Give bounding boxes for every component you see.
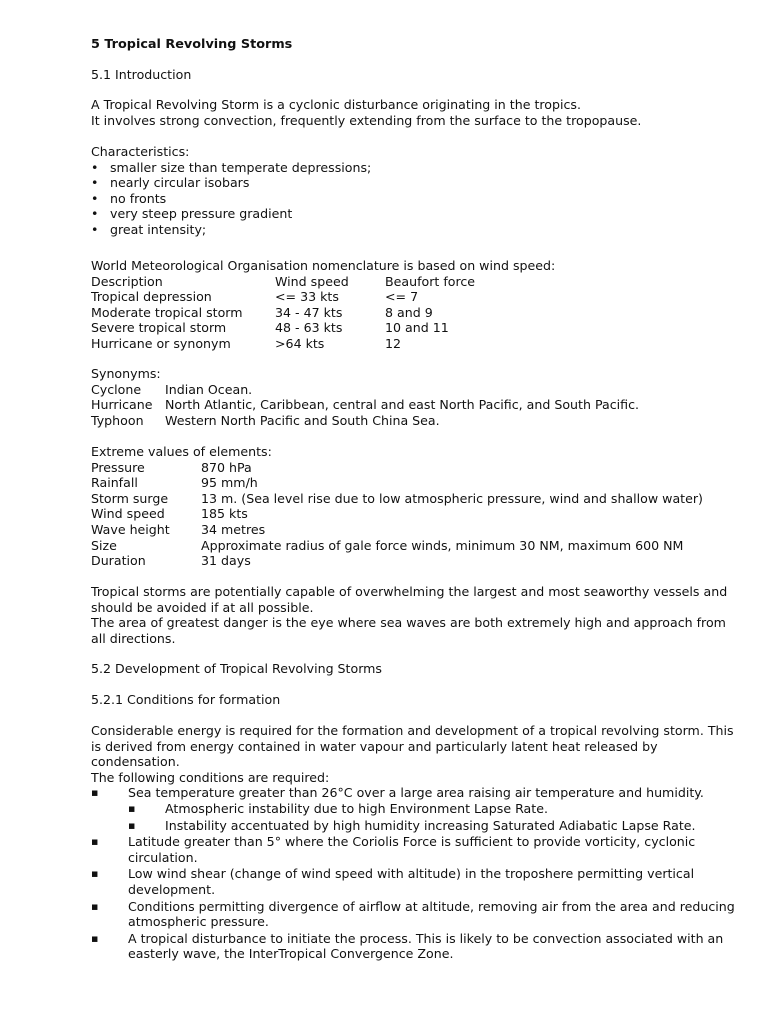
synonym-row [91, 413, 738, 429]
list-item: • nearly circular isobars [91, 175, 738, 191]
danger-paragraph [91, 584, 738, 646]
extreme-value: 95 mm/h [201, 475, 258, 491]
synonym-region: North Atlantic, Caribbean, central and east North Pacific, and South Pacific. [165, 397, 639, 413]
extreme-row [91, 460, 738, 476]
list-item: • great intensity; [91, 222, 738, 238]
extreme-row [91, 522, 738, 538]
synonym-term: Typhoon [91, 412, 144, 428]
conditions-list [91, 785, 738, 962]
extreme-label: Rainfall [91, 475, 138, 491]
extreme-values-block [91, 444, 738, 569]
list-item: • very steep pressure gradient [91, 206, 738, 222]
section-heading-development: 5.2 Development of Tropical Revolving Storms [91, 661, 382, 676]
extreme-value: 870 hPa [201, 459, 252, 475]
table-row [91, 305, 738, 321]
wmo-nomenclature-block [91, 258, 738, 352]
table-row [91, 336, 738, 352]
table-cell: >64 kts [275, 335, 325, 351]
extreme-label: Size [91, 537, 117, 553]
energy-paragraph: Considerable energy is required for the formation and development of a tropical revolving storm. This is derived from energy contained in water vapour and particularly latent heat released by condensation. [91, 723, 734, 770]
characteristics-heading: Characteristics: [91, 144, 190, 159]
synonyms-heading: Synonyms: [91, 366, 161, 381]
list-item: ▪ Atmospheric instability due to high Environment Lapse Rate. [128, 801, 738, 817]
extreme-row [91, 506, 738, 522]
table-cell: 8 and 9 [385, 304, 433, 320]
table-cell: 34 - 47 kts [275, 304, 343, 320]
list-item: ▪ Conditions permitting divergence of airflow at altitude, removing air from the area and reducing atmospheric pressure. [91, 899, 738, 930]
extreme-value: 34 metres [201, 521, 266, 537]
table-row [91, 289, 738, 305]
extreme-value: 13 m. (Sea level rise due to low atmospheric pressure, wind and shallow water) [201, 490, 703, 506]
condition-text: Sea temperature greater than 26°C over a large area raising air temperature and humidity. [128, 785, 704, 801]
extreme-value: Approximate radius of gale force winds, minimum 30 NM, maximum 600 NM [201, 537, 684, 553]
table-header-cell: Beaufort force [385, 273, 476, 289]
extreme-label: Duration [91, 553, 146, 569]
table-cell: <= 33 kts [275, 289, 339, 305]
extreme-row [91, 491, 738, 507]
synonym-region: Western North Pacific and South China Sea. [165, 412, 440, 428]
table-cell: 10 and 11 [385, 320, 449, 336]
table-cell: Hurricane or synonym [91, 335, 231, 351]
characteristics-list [91, 160, 738, 238]
extreme-row [91, 475, 738, 491]
extreme-label: Pressure [91, 459, 145, 475]
list-item: • smaller size than temperate depressions; [91, 160, 738, 176]
document-title: 5 Tropical Revolving Storms [91, 37, 293, 52]
intro-paragraph [91, 97, 738, 128]
extreme-value: 185 kts [201, 506, 248, 522]
table-cell: 48 - 63 kts [275, 320, 343, 336]
subsection-heading-conditions: 5.2.1 Conditions for formation [91, 692, 281, 707]
synonyms-block [91, 366, 738, 428]
table-cell: Severe tropical storm [91, 320, 227, 336]
paragraph-text: Tropical storms are potentially capable of overwhelming the largest and most seaworthy vessels and should be avoided if at all possible. [91, 584, 728, 615]
table-header-cell: Wind speed [275, 273, 349, 289]
extreme-row [91, 553, 738, 569]
extreme-label: Storm surge [91, 490, 169, 506]
table-cell: Tropical depression [91, 289, 212, 305]
synonym-term: Hurricane [91, 397, 153, 413]
wmo-heading: World Meteorological Organisation nomenclature is based on wind speed: [91, 258, 556, 273]
table-cell: Moderate tropical storm [91, 304, 243, 320]
table-header-cell: Description [91, 273, 163, 289]
extreme-label: Wave height [91, 521, 170, 537]
synonym-term: Cyclone [91, 381, 142, 397]
paragraph-text: The area of greatest danger is the eye where sea waves are both extremely high and approach from all directions. [91, 615, 726, 646]
extreme-label: Wind speed [91, 506, 165, 522]
list-item: ▪ A tropical disturbance to initiate the process. This is likely to be convection associated with an easterly wave, the InterTropical Convergence Zone. [91, 931, 738, 962]
list-item: ▪ Latitude greater than 5° where the Coriolis Force is sufficient to provide vorticity, cyclonic circulation. [91, 834, 738, 865]
synonym-row [91, 382, 738, 398]
table-cell: 12 [385, 335, 402, 351]
table-header-row [91, 274, 738, 290]
synonym-row [91, 397, 738, 413]
synonym-region: Indian Ocean. [165, 381, 253, 397]
sub-conditions-list [128, 801, 738, 833]
section-heading-introduction: 5.1 Introduction [91, 67, 192, 82]
list-item: ▪ Instability accentuated by high humidity increasing Saturated Adiabatic Lapse Rate. [128, 818, 738, 834]
extreme-value: 31 days [201, 553, 251, 569]
characteristics-block [91, 144, 738, 238]
intro-line: A Tropical Revolving Storm is a cyclonic disturbance originating in the tropics. [91, 97, 581, 112]
list-item: • no fronts [91, 191, 738, 207]
required-line: The following conditions are required: [91, 769, 330, 785]
table-cell: <= 7 [385, 289, 419, 305]
intro-line: It involves strong convection, frequently extending from the surface to the tropopause. [91, 112, 642, 128]
list-item [91, 785, 738, 833]
extremes-heading: Extreme values of elements: [91, 444, 272, 459]
conditions-block [91, 723, 738, 963]
list-item: ▪ Low wind shear (change of wind speed with altitude) in the troposhere permitting vertical development. [91, 866, 738, 897]
extreme-row [91, 538, 738, 554]
table-row [91, 320, 738, 336]
